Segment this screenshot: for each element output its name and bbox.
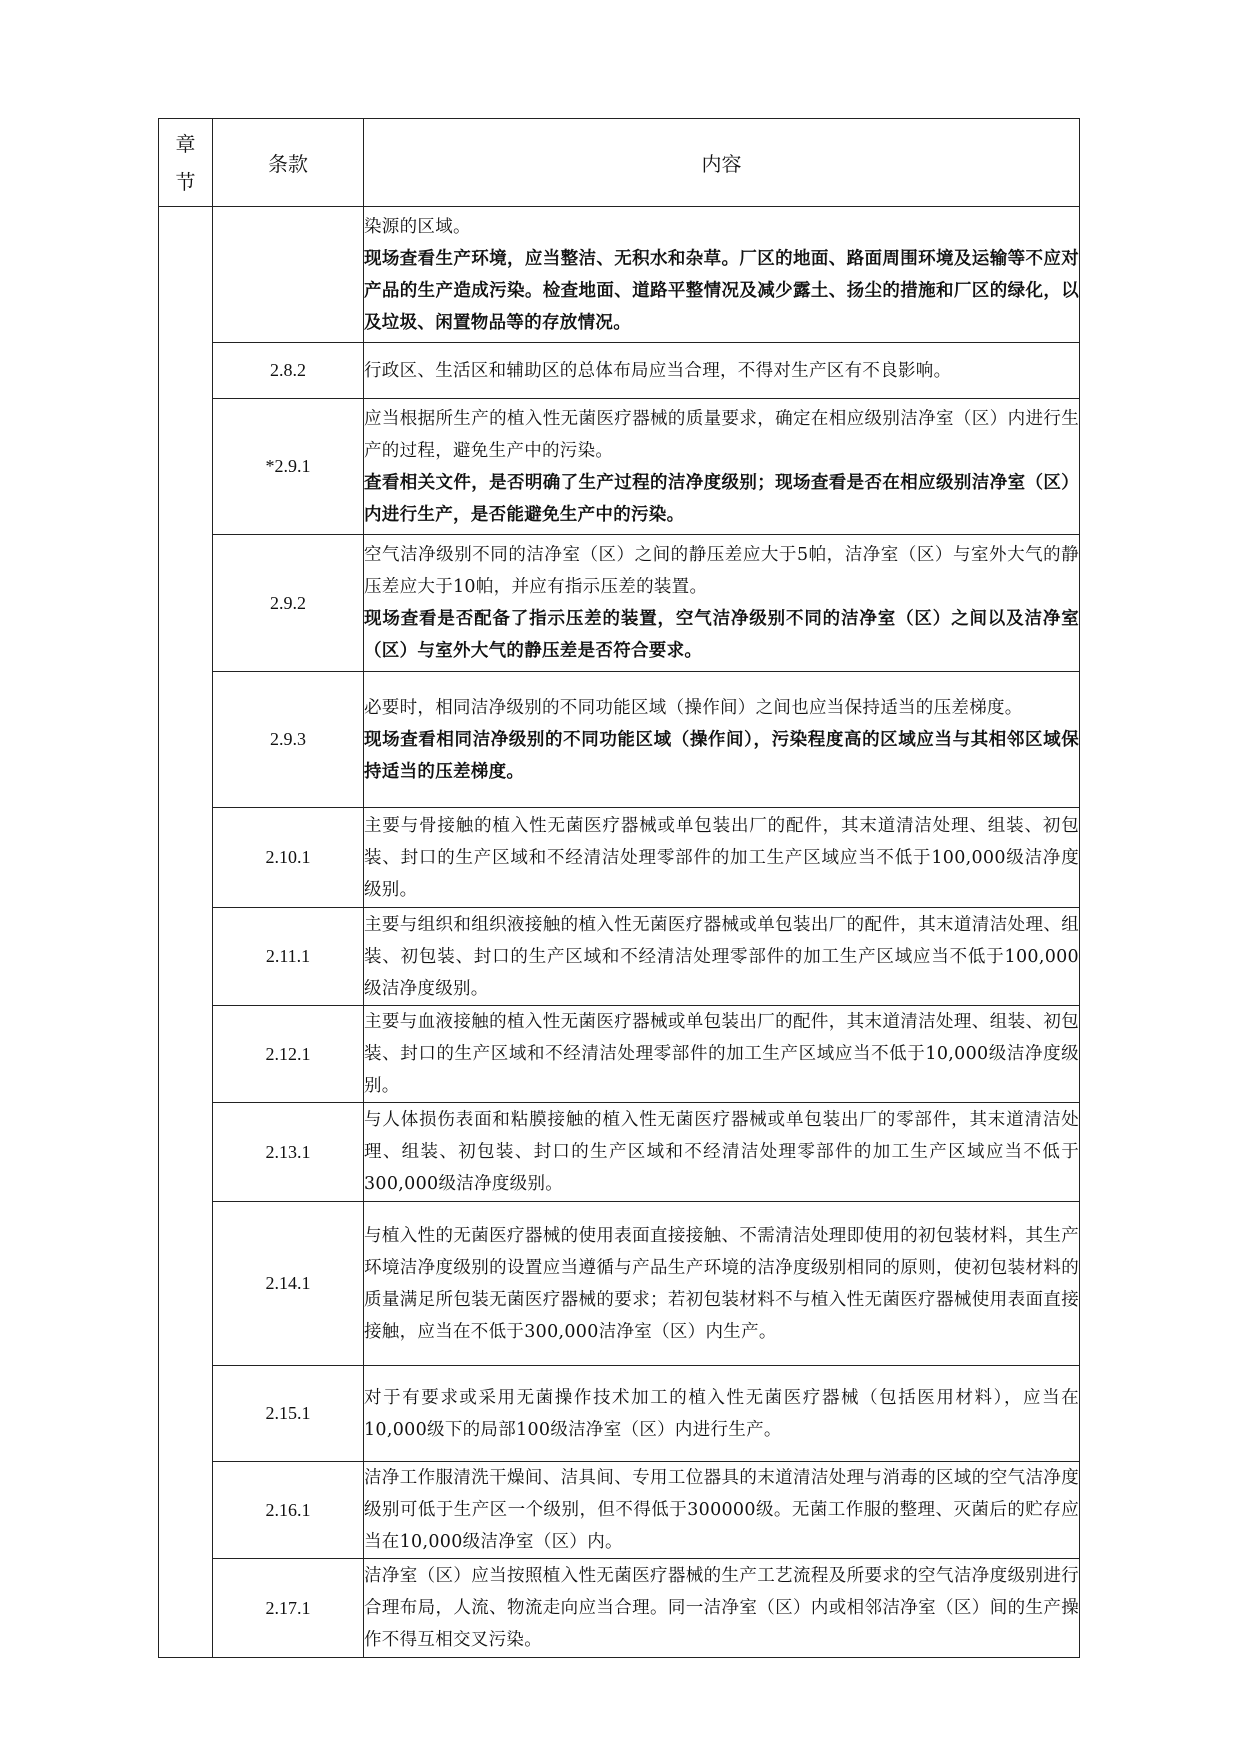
clause-cell: 2.15.1 bbox=[213, 1366, 364, 1462]
content-text: 洁净工作服清洗干燥间、洁具间、专用工位器具的末道清洁处理与消毒的区域的空气洁净度级别可低于生产区一个级别，但不得低于300000级。无菌工作服的整理、灭菌后的贮存应当在10,000级洁净室（区）内。 bbox=[364, 1468, 1079, 1552]
content-cell bbox=[364, 1559, 1080, 1658]
table-header-row bbox=[159, 119, 1080, 207]
content-text: 主要与骨接触的植入性无菌医疗器械或单包装出厂的配件，其末道清洁处理、组装、初包装、封口的生产区域和不经清洁处理零部件的加工生产区域应当不低于100,000级洁净度级别。 bbox=[364, 815, 1079, 900]
table-row bbox=[159, 399, 1080, 535]
clause-cell: 2.8.2 bbox=[213, 343, 364, 399]
regulation-table bbox=[158, 118, 1080, 1658]
table-row bbox=[159, 1366, 1080, 1462]
clause-cell: 2.10.1 bbox=[213, 808, 364, 908]
content-cell bbox=[364, 908, 1080, 1006]
content-text: 应当根据所生产的植入性无菌医疗器械的质量要求，确定在相应级别洁净室（区）内进行生产的过程，避免生产中的污染。 bbox=[364, 408, 1079, 461]
table-row bbox=[159, 535, 1080, 672]
table-row bbox=[159, 207, 1080, 343]
table-row bbox=[159, 1559, 1080, 1658]
content-cell bbox=[364, 399, 1080, 535]
clause-cell: 2.9.3 bbox=[213, 672, 364, 808]
inspection-requirement: 现场查看相同洁净级别的不同功能区域（操作间），污染程度高的区域应当与其相邻区域保持适当的压差梯度。 bbox=[364, 729, 1079, 782]
content-cell bbox=[364, 1202, 1080, 1366]
table-row bbox=[159, 908, 1080, 1006]
table-row bbox=[159, 1006, 1080, 1103]
content-cell bbox=[364, 808, 1080, 908]
content-text: 染源的区域。 bbox=[364, 216, 471, 237]
table-row bbox=[159, 672, 1080, 808]
content-text: 洁净室（区）应当按照植入性无菌医疗器械的生产工艺流程及所要求的空气洁净度级别进行合理布局，人流、物流走向应当合理。同一洁净室（区）内或相邻洁净室（区）间的生产操作不得互相交叉污染。 bbox=[364, 1566, 1079, 1650]
clause-cell: 2.17.1 bbox=[213, 1559, 364, 1658]
content-text: 必要时，相同洁净级别的不同功能区域（操作间）之间也应当保持适当的压差梯度。 bbox=[364, 697, 1023, 718]
clause-cell: 2.11.1 bbox=[213, 908, 364, 1006]
content-cell bbox=[364, 1366, 1080, 1462]
content-text: 与植入性的无菌医疗器械的使用表面直接接触、不需清洁处理即使用的初包装材料，其生产环境洁净度级别的设置应当遵循与产品生产环境的洁净度级别相同的原则，使初包装材料的质量满足所包装无菌医疗器械的要求；若初包装材料不与植入性无菌医疗器械使用表面直接接触，应当在不低于300,000洁净室（区）内生产。 bbox=[364, 1225, 1079, 1342]
content-text: 主要与组织和组织液接触的植入性无菌医疗器械或单包装出厂的配件，其末道清洁处理、组装、初包装、封口的生产区域和不经清洁处理零部件的加工生产区域应当不低于100,000级洁净度级别。 bbox=[364, 914, 1079, 999]
content-cell bbox=[364, 207, 1080, 343]
content-cell bbox=[364, 672, 1080, 808]
clause-cell: *2.9.1 bbox=[213, 399, 364, 535]
table-row bbox=[159, 808, 1080, 908]
inspection-requirement: 现场查看生产环境，应当整洁、无积水和杂草。厂区的地面、路面周围环境及运输等不应对产品的生产造成污染。检查地面、道路平整情况及减少露土、扬尘的措施和厂区的绿化，以及垃圾、闲置物品等的存放情况。 bbox=[364, 248, 1079, 333]
content-cell bbox=[364, 1462, 1080, 1559]
chapter-header bbox=[159, 119, 213, 207]
table-row bbox=[159, 1462, 1080, 1559]
clause-cell: 2.9.2 bbox=[213, 535, 364, 672]
inspection-requirement: 现场查看是否配备了指示压差的装置，空气洁净级别不同的洁净室（区）之间以及洁净室（区）与室外大气的静压差是否符合要求。 bbox=[364, 609, 1079, 661]
table-row bbox=[159, 1202, 1080, 1366]
clause-cell: 2.16.1 bbox=[213, 1462, 364, 1559]
table-row bbox=[159, 343, 1080, 399]
clause-cell: 2.13.1 bbox=[213, 1103, 364, 1202]
content-header: 内容 bbox=[364, 119, 1080, 207]
chapter-header-line2: 节 bbox=[175, 169, 196, 194]
clause-cell: 2.12.1 bbox=[213, 1006, 364, 1103]
content-text: 行政区、生活区和辅助区的总体布局应当合理，不得对生产区有不良影响。 bbox=[364, 360, 952, 381]
content-text: 与人体损伤表面和粘膜接触的植入性无菌医疗器械或单包装出厂的零部件，其末道清洁处理、组装、初包装、封口的生产区域和不经清洁处理零部件的加工生产区域应当不低于300,000级洁净度级别。 bbox=[364, 1110, 1079, 1194]
chapter-cell bbox=[159, 207, 213, 1658]
content-cell bbox=[364, 535, 1080, 672]
content-cell bbox=[364, 343, 1080, 399]
clause-cell: 2.14.1 bbox=[213, 1202, 364, 1366]
table-row bbox=[159, 1103, 1080, 1202]
content-cell bbox=[364, 1103, 1080, 1202]
content-cell bbox=[364, 1006, 1080, 1103]
clause-header: 条款 bbox=[213, 119, 364, 207]
content-text: 主要与血液接触的植入性无菌医疗器械或单包装出厂的配件，其末道清洁处理、组装、初包装、封口的生产区域和不经清洁处理零部件的加工生产区域应当不低于10,000级洁净度级别。 bbox=[364, 1012, 1079, 1096]
inspection-requirement: 查看相关文件，是否明确了生产过程的洁净度级别；现场查看是否在相应级别洁净室（区）内进行生产，是否能避免生产中的污染。 bbox=[364, 472, 1079, 525]
content-text: 空气洁净级别不同的洁净室（区）之间的静压差应大于5帕，洁净室（区）与室外大气的静压差应大于10帕，并应有指示压差的装置。 bbox=[364, 545, 1079, 597]
content-text: 对于有要求或采用无菌操作技术加工的植入性无菌医疗器械（包括医用材料），应当在10,000级下的局部100级洁净室（区）内进行生产。 bbox=[364, 1387, 1079, 1440]
chapter-header-line1: 章 bbox=[175, 131, 196, 156]
clause-cell bbox=[213, 207, 364, 343]
